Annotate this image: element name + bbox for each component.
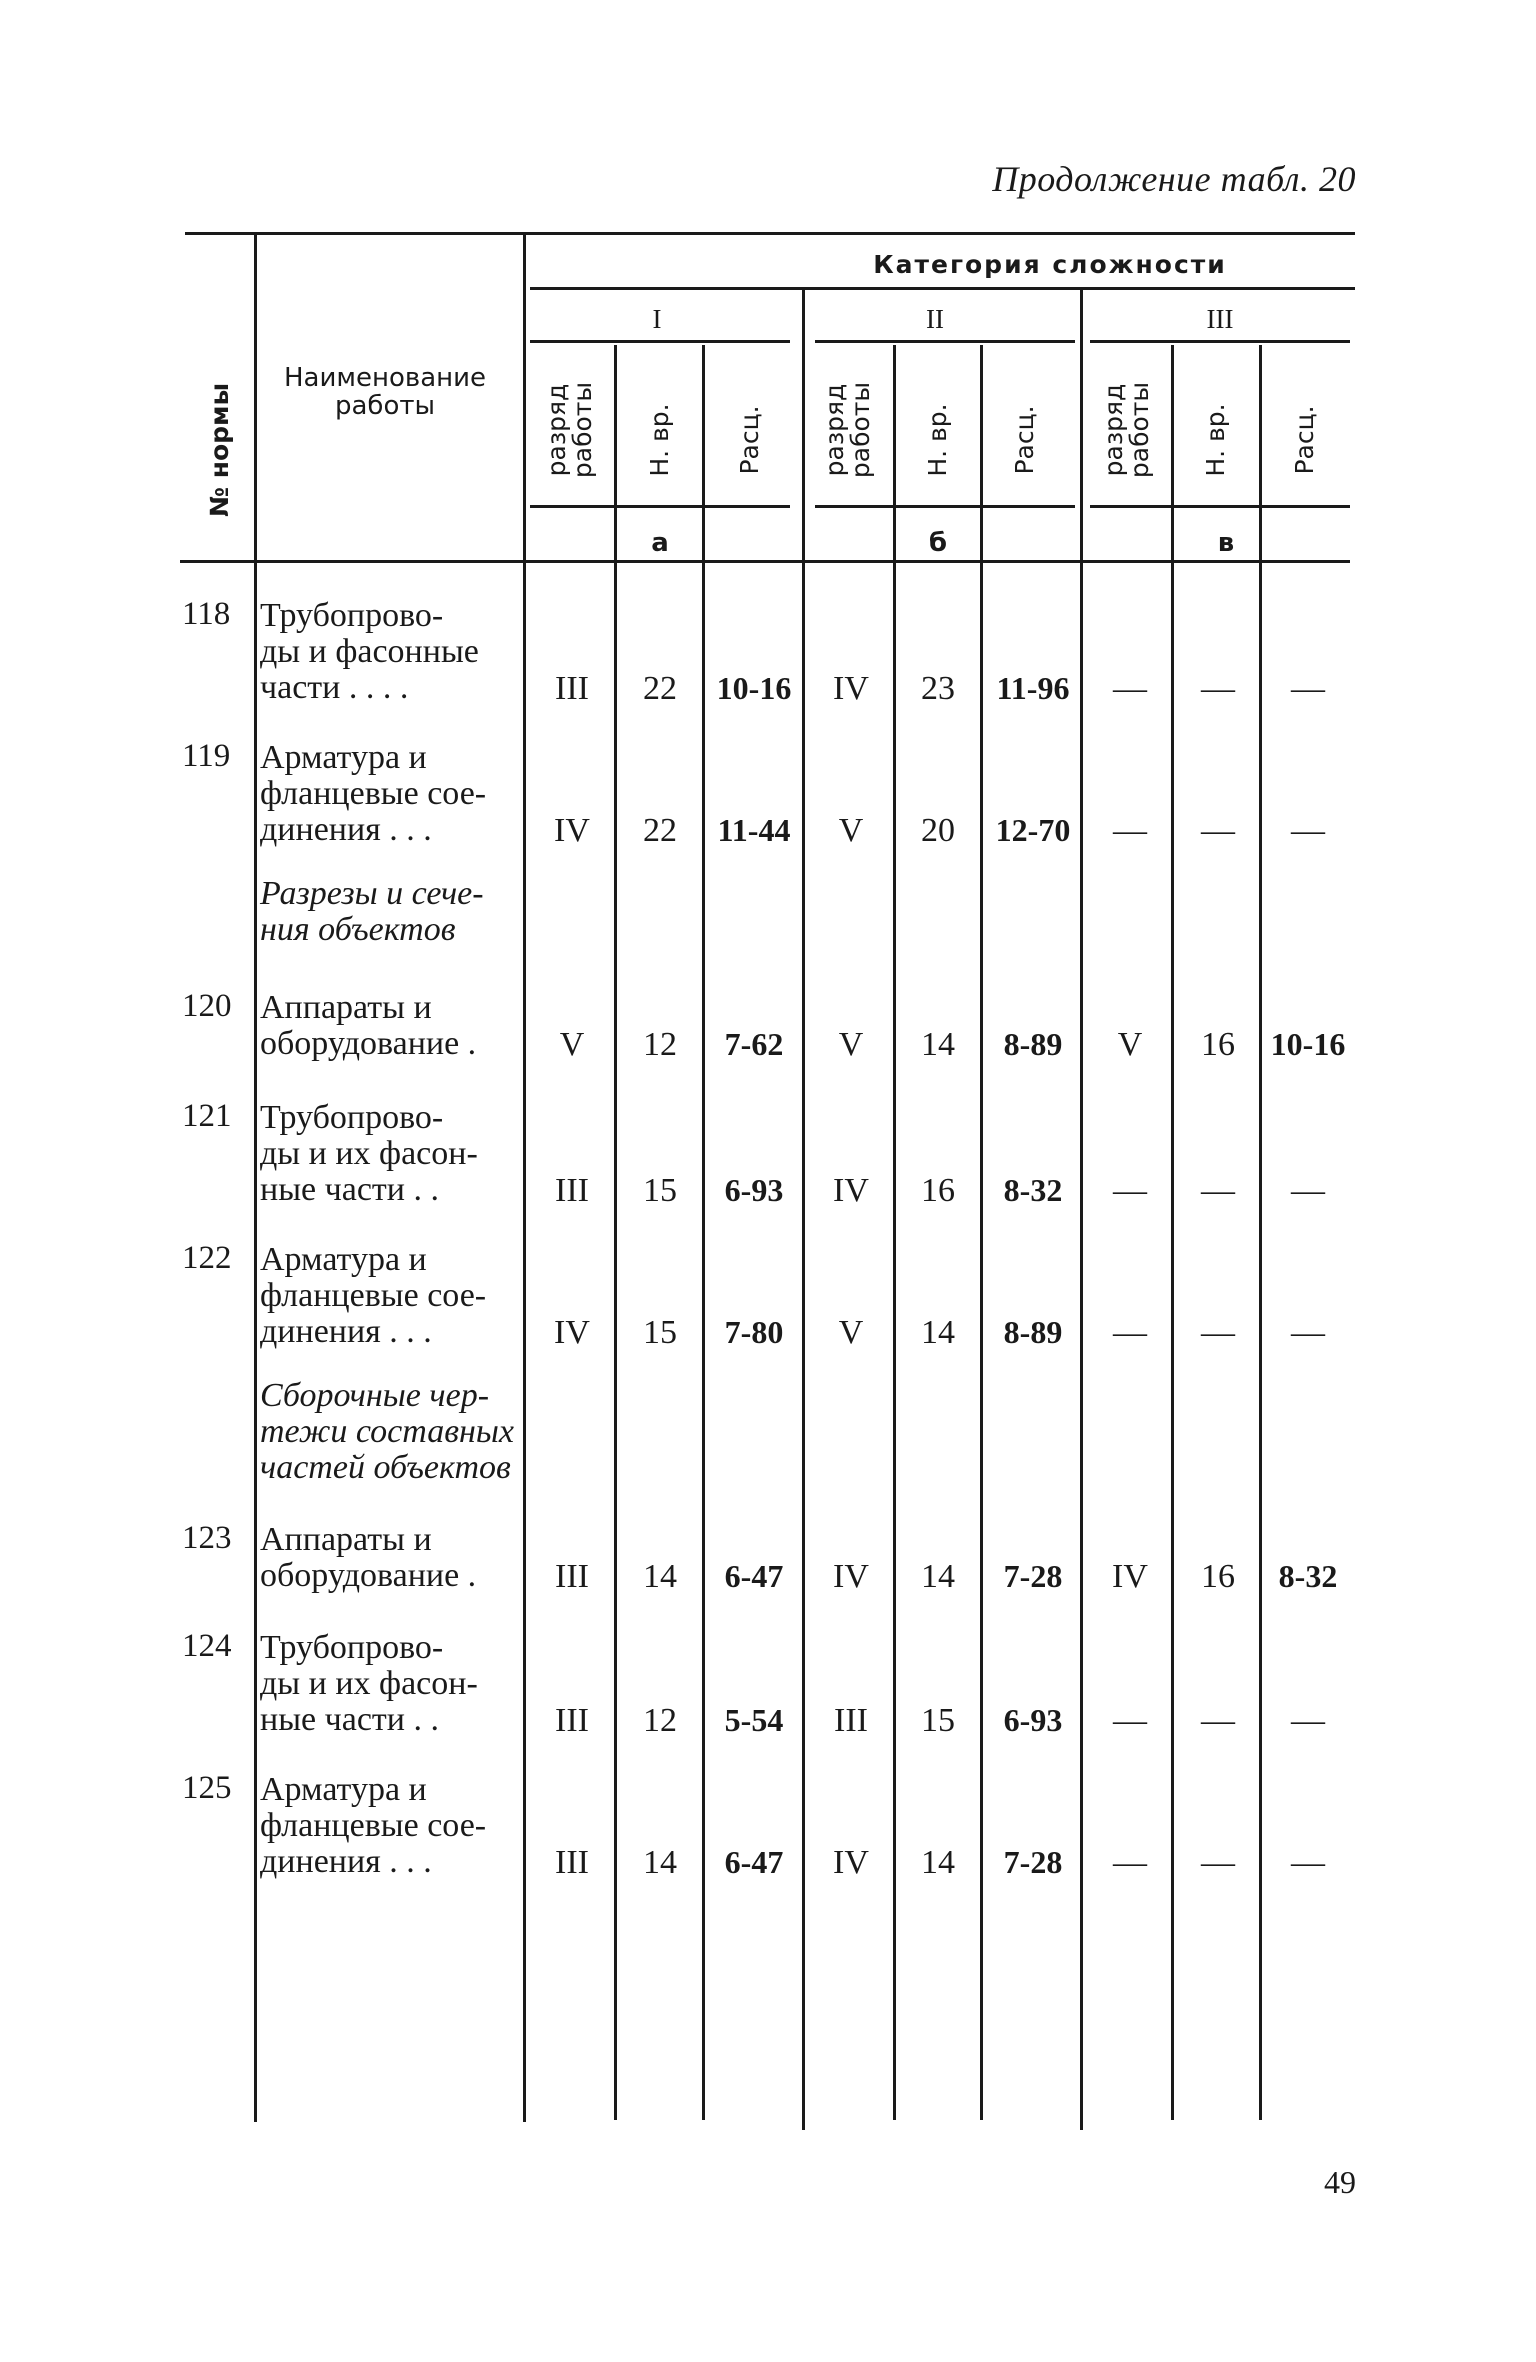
time-norm-cell: 12 — [643, 1026, 677, 1063]
work-name-line: ные части . . — [260, 1701, 439, 1738]
pay-rate-cell: 8-32 — [1003, 1172, 1063, 1208]
grade-cell: III — [834, 1702, 868, 1739]
grade-cell: — — [1113, 1844, 1147, 1881]
time-header-1: Н. вр. — [645, 403, 674, 477]
group-letter-a: а — [651, 528, 669, 558]
pay-rate-cell: 7-28 — [1003, 1558, 1063, 1594]
work-name-line: динения . . . — [260, 1313, 432, 1350]
subhead-rule-1 — [530, 505, 790, 508]
work-name-line: Аппараты и — [260, 989, 432, 1026]
pay-rate-cell: 7-28 — [1003, 1844, 1063, 1880]
norm-number: 122 — [182, 1240, 232, 1276]
norm-number: 125 — [182, 1770, 232, 1806]
pay-rate-cell: — — [1291, 670, 1325, 707]
time-norm-cell: 15 — [921, 1702, 955, 1739]
grade-cell: III — [555, 670, 589, 707]
work-name-line: динения . . . — [260, 811, 432, 848]
time-norm-cell: — — [1201, 1172, 1235, 1209]
work-name-line: Трубопрово- — [260, 1629, 444, 1666]
work-name-line: Трубопрово- — [260, 1099, 444, 1136]
time-norm-cell: — — [1201, 1702, 1235, 1739]
norm-number: 118 — [182, 596, 231, 632]
group-letter-v: в — [1217, 528, 1235, 558]
grade-cell: III — [555, 1172, 589, 1209]
pay-rate-cell: — — [1291, 1314, 1325, 1351]
grade-cell: IV — [833, 1558, 869, 1595]
time-norm-cell: — — [1201, 1314, 1235, 1351]
norm-number: 119 — [182, 738, 231, 774]
time-norm-cell: — — [1201, 670, 1235, 707]
grade-cell: IV — [1112, 1558, 1148, 1595]
group-rule-1 — [530, 340, 790, 343]
pay-rate-cell: 8-32 — [1278, 1558, 1338, 1594]
grade-cell: V — [838, 1314, 864, 1351]
time-norm-cell: 12 — [643, 1702, 677, 1739]
group-iii-label: III — [1206, 304, 1234, 334]
work-name-line: оборудование . — [260, 1025, 477, 1062]
time-norm-cell: 16 — [1201, 1558, 1235, 1595]
time-norm-cell: 16 — [1201, 1026, 1235, 1063]
pay-rate-cell: 12-70 — [995, 812, 1071, 848]
time-norm-cell: 14 — [643, 1558, 677, 1595]
page-number: 49 — [1324, 2164, 1356, 2200]
grade-cell: — — [1113, 1314, 1147, 1351]
grade-cell: III — [555, 1558, 589, 1595]
work-name-line: динения . . . — [260, 1843, 432, 1880]
time-norm-cell: 15 — [643, 1314, 677, 1351]
pay-rate-cell: 10-16 — [716, 670, 792, 706]
grade-header-1: разряд работы — [542, 381, 597, 479]
pay-rate-cell: 7-62 — [724, 1026, 784, 1062]
grade-cell: IV — [833, 1844, 869, 1881]
time-norm-cell: 20 — [921, 812, 955, 849]
grade-cell: III — [555, 1702, 589, 1739]
time-norm-cell: 22 — [643, 670, 677, 707]
group-ii-label: II — [926, 304, 944, 334]
grade-cell: V — [838, 812, 864, 849]
grade-cell: V — [559, 1026, 585, 1063]
group-rule-3 — [1090, 340, 1350, 343]
pay-header-1: Расц. — [735, 405, 764, 475]
pay-rate-cell: 6-47 — [724, 1558, 784, 1594]
num-col-divider — [254, 232, 257, 2122]
time-norm-cell: 14 — [921, 1844, 955, 1881]
work-name-line: Арматура и — [260, 739, 427, 776]
grade-cell: V — [1117, 1026, 1143, 1063]
pay-rate-cell: — — [1291, 812, 1325, 849]
section-heading: тежи составных — [260, 1413, 514, 1450]
work-name-line: ные части . . — [260, 1171, 439, 1208]
time-header-2: Н. вр. — [923, 403, 952, 477]
grade-cell: — — [1113, 1702, 1147, 1739]
time-norm-cell: 14 — [643, 1844, 677, 1881]
time-norm-cell: 14 — [921, 1314, 955, 1351]
time-norm-cell: — — [1201, 812, 1235, 849]
grade-header-3: разряд работы — [1099, 381, 1154, 479]
category-rule — [530, 287, 1355, 290]
pay-header-2: Расц. — [1010, 405, 1039, 475]
work-name-line: фланцевые сое- — [260, 1807, 487, 1844]
header-bottom-rule — [180, 560, 1350, 563]
norm-number: 123 — [182, 1520, 232, 1556]
pay-rate-cell: 6-93 — [1003, 1702, 1063, 1738]
grade-header-2: разряд работы — [820, 381, 875, 479]
work-name-line: ды и их фасон- — [260, 1135, 478, 1172]
work-name-line: оборудование . — [260, 1557, 477, 1594]
time-norm-cell: 15 — [643, 1172, 677, 1209]
work-name-line: Аппараты и — [260, 1521, 432, 1558]
section-heading: Сборочные чер- — [260, 1377, 490, 1414]
time-norm-cell: — — [1201, 1844, 1235, 1881]
group-rule-2 — [815, 340, 1075, 343]
group-i-label: I — [652, 304, 662, 334]
subhead-rule-3 — [1090, 505, 1350, 508]
grade-cell: V — [838, 1026, 864, 1063]
grade-cell: IV — [554, 1314, 590, 1351]
work-name-line: части . . . . — [260, 669, 409, 706]
subhead-rule-2 — [815, 505, 1075, 508]
group-letter-b: б — [928, 528, 948, 558]
grade-cell: — — [1113, 670, 1147, 707]
grade-cell: IV — [833, 670, 869, 707]
work-name-line: фланцевые сое- — [260, 775, 487, 812]
pay-rate-cell: — — [1291, 1844, 1325, 1881]
pay-rate-cell: 11-96 — [996, 670, 1070, 706]
top-rule — [185, 232, 1355, 235]
time-norm-cell: 23 — [921, 670, 955, 707]
work-name-header: Наименование работы — [283, 363, 487, 421]
norm-number: 120 — [182, 988, 232, 1024]
pay-rate-cell: — — [1291, 1172, 1325, 1209]
norm-number: 121 — [182, 1098, 232, 1134]
time-norm-cell: 22 — [643, 812, 677, 849]
section-heading: ния объектов — [260, 911, 456, 948]
pay-rate-cell: — — [1291, 1702, 1325, 1739]
pay-rate-cell: 6-93 — [724, 1172, 784, 1208]
work-name-line: Арматура и — [260, 1241, 427, 1278]
pay-rate-cell: 8-89 — [1003, 1026, 1063, 1062]
work-name-line: фланцевые сое- — [260, 1277, 487, 1314]
section-heading: частей объектов — [260, 1449, 511, 1486]
time-norm-cell: 16 — [921, 1172, 955, 1209]
work-name-line: ды и их фасон- — [260, 1665, 478, 1702]
section-heading: Разрезы и сече- — [260, 875, 484, 912]
work-name-line: Трубопрово- — [260, 597, 444, 634]
table-caption: Продолжение табл. 20 — [992, 159, 1356, 199]
grade-cell: — — [1113, 1172, 1147, 1209]
pay-rate-cell: 11-44 — [717, 812, 791, 848]
category-title: Категория сложности — [873, 250, 1227, 279]
grade-cell: III — [555, 1844, 589, 1881]
pay-rate-cell: 5-54 — [724, 1702, 784, 1738]
pay-header-3: Расц. — [1290, 405, 1319, 475]
grade-cell: IV — [833, 1172, 869, 1209]
grade-cell: — — [1113, 812, 1147, 849]
norm-number-header: № нормы — [205, 382, 234, 518]
work-name-line: ды и фасонные — [260, 633, 479, 670]
time-norm-cell: 14 — [921, 1558, 955, 1595]
pay-rate-cell: 6-47 — [724, 1844, 784, 1880]
time-norm-cell: 14 — [921, 1026, 955, 1063]
pay-rate-cell: 7-80 — [724, 1314, 784, 1350]
pay-rate-cell: 8-89 — [1003, 1314, 1063, 1350]
grade-cell: IV — [554, 812, 590, 849]
time-header-3: Н. вр. — [1201, 403, 1230, 477]
pay-rate-cell: 10-16 — [1270, 1026, 1346, 1062]
norm-number: 124 — [182, 1628, 232, 1664]
work-name-line: Арматура и — [260, 1771, 427, 1808]
